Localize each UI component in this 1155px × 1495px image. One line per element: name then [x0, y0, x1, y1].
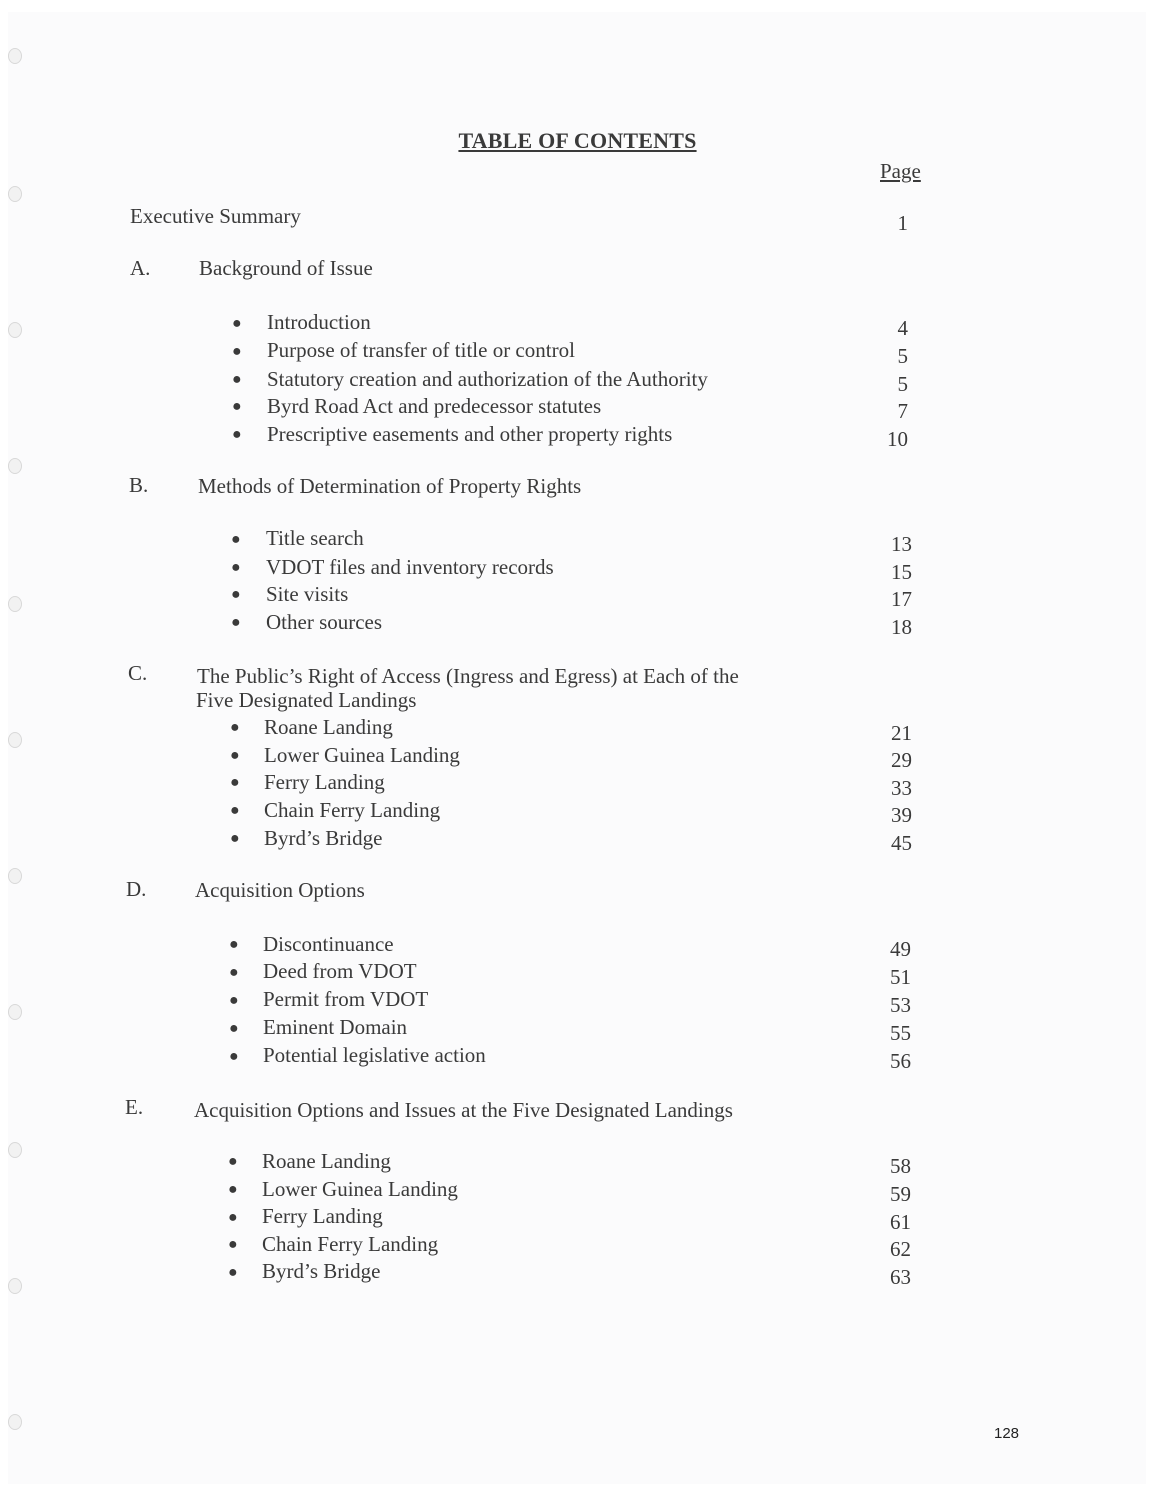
toc-page-number: 39 — [891, 803, 912, 827]
bullet-icon: ● — [228, 1153, 238, 1170]
toc-page-number: 58 — [890, 1154, 911, 1178]
section-letter: A. — [130, 256, 151, 280]
bullet-icon: ● — [232, 398, 242, 415]
binder-hole — [8, 868, 22, 884]
bullet-icon: ● — [230, 774, 240, 791]
toc-item-label: Statutory creation and authorization of the Authority — [267, 367, 708, 391]
section-title: Acquisition Options — [195, 878, 365, 902]
bullet-icon: ● — [231, 559, 241, 576]
toc-item-label: Deed from VDOT — [263, 959, 417, 983]
toc-item-label: Site visits — [266, 582, 349, 606]
binder-hole — [8, 1142, 22, 1158]
toc-page-number: 21 — [891, 721, 912, 745]
bullet-icon: ● — [232, 315, 242, 332]
toc-page-number: 49 — [890, 937, 911, 961]
section-title: Background of Issue — [199, 256, 373, 280]
page-column-heading: Page — [880, 159, 921, 183]
toc-entry-executive-summary: Executive Summary — [130, 204, 301, 228]
toc-page-number: 62 — [890, 1237, 911, 1261]
bullet-icon: ● — [230, 719, 240, 736]
toc-item-label: Other sources — [266, 610, 383, 634]
toc-page-number: 4 — [897, 316, 908, 340]
toc-item-label: Title search — [266, 526, 364, 550]
binder-hole — [8, 1414, 22, 1430]
bullet-icon: ● — [228, 1181, 238, 1198]
section-title-continued: Five Designated Landings — [196, 688, 417, 712]
bullet-icon: ● — [231, 614, 241, 631]
toc-page-number: 63 — [890, 1265, 911, 1289]
toc-item-label: Potential legislative action — [263, 1043, 486, 1067]
section-title: Methods of Determination of Property Rights — [198, 474, 582, 498]
section-letter: D. — [126, 877, 147, 901]
toc-item-label: Purpose of transfer of title or control — [267, 338, 575, 362]
toc-item-label: Chain Ferry Landing — [264, 798, 441, 822]
toc-item-label: Lower Guinea Landing — [264, 743, 460, 767]
bullet-icon: ● — [232, 371, 242, 388]
document-page — [8, 12, 1146, 1484]
toc-item-label: Ferry Landing — [264, 770, 385, 794]
toc-page-number: 59 — [890, 1182, 911, 1206]
toc-item-label: Chain Ferry Landing — [262, 1232, 439, 1256]
toc-page-number: 53 — [890, 993, 911, 1017]
toc-item-label: Byrd’s Bridge — [262, 1259, 381, 1283]
toc-page-number: 61 — [890, 1210, 911, 1234]
toc-item-label: Roane Landing — [262, 1149, 391, 1173]
toc-item-label: Byrd’s Bridge — [264, 826, 383, 850]
bullet-icon: ● — [229, 964, 239, 981]
section-title: Acquisition Options and Issues at the Five Designated Landings — [194, 1098, 733, 1122]
toc-page-number: 17 — [891, 587, 912, 611]
toc-page-number: 55 — [890, 1021, 911, 1045]
bullet-icon: ● — [228, 1209, 238, 1226]
toc-page-number: 10 — [887, 427, 908, 451]
toc-page-number: 45 — [891, 831, 912, 855]
toc-item-label: Ferry Landing — [262, 1204, 383, 1228]
bullet-icon: ● — [229, 1048, 239, 1065]
binder-hole — [8, 1278, 22, 1294]
bullet-icon: ● — [229, 936, 239, 953]
toc-page-number: 1 — [897, 211, 908, 235]
toc-page-number: 29 — [891, 748, 912, 772]
toc-item-label: Prescriptive easements and other property rights — [267, 422, 673, 446]
toc-item-label: VDOT files and inventory records — [266, 555, 554, 579]
bullet-icon: ● — [229, 1020, 239, 1037]
bullet-icon: ● — [228, 1264, 238, 1281]
section-letter: B. — [129, 473, 149, 497]
bullet-icon: ● — [230, 747, 240, 764]
toc-page-number: 15 — [891, 560, 912, 584]
bullet-icon: ● — [232, 426, 242, 443]
toc-item-label: Permit from VDOT — [263, 987, 429, 1011]
section-title: The Public’s Right of Access (Ingress and Egress) at Each of the — [197, 664, 739, 688]
toc-page-number: 5 — [897, 372, 908, 396]
toc-page-number: 56 — [890, 1049, 911, 1073]
bullet-icon: ● — [228, 1236, 238, 1253]
binder-hole — [8, 458, 22, 474]
binder-hole — [8, 1004, 22, 1020]
binder-hole — [8, 186, 22, 202]
toc-page-number: 18 — [891, 615, 912, 639]
toc-item-label: Discontinuance — [263, 932, 394, 956]
binder-hole — [8, 322, 22, 338]
toc-page-number: 13 — [891, 532, 912, 556]
toc-item-label: Byrd Road Act and predecessor statutes — [267, 394, 602, 418]
bullet-icon: ● — [229, 992, 239, 1009]
bullet-icon: ● — [230, 830, 240, 847]
toc-item-label: Introduction — [267, 310, 371, 334]
section-letter: C. — [128, 661, 148, 685]
toc-page-number: 33 — [891, 776, 912, 800]
toc-item-label: Lower Guinea Landing — [262, 1177, 458, 1201]
binder-hole — [8, 48, 22, 64]
toc-page-number: 7 — [897, 399, 908, 423]
toc-item-label: Roane Landing — [264, 715, 393, 739]
document-title: TABLE OF CONTENTS — [458, 128, 697, 153]
bullet-icon: ● — [231, 586, 241, 603]
bullet-icon: ● — [230, 802, 240, 819]
binder-hole — [8, 596, 22, 612]
footer-page-number: 128 — [994, 1425, 1020, 1442]
binder-hole — [8, 732, 22, 748]
toc-page-number: 51 — [890, 965, 911, 989]
toc-page-number: 5 — [897, 344, 908, 368]
section-letter: E. — [125, 1095, 144, 1119]
bullet-icon: ● — [231, 531, 241, 548]
bullet-icon: ● — [232, 343, 242, 360]
toc-item-label: Eminent Domain — [263, 1015, 408, 1039]
